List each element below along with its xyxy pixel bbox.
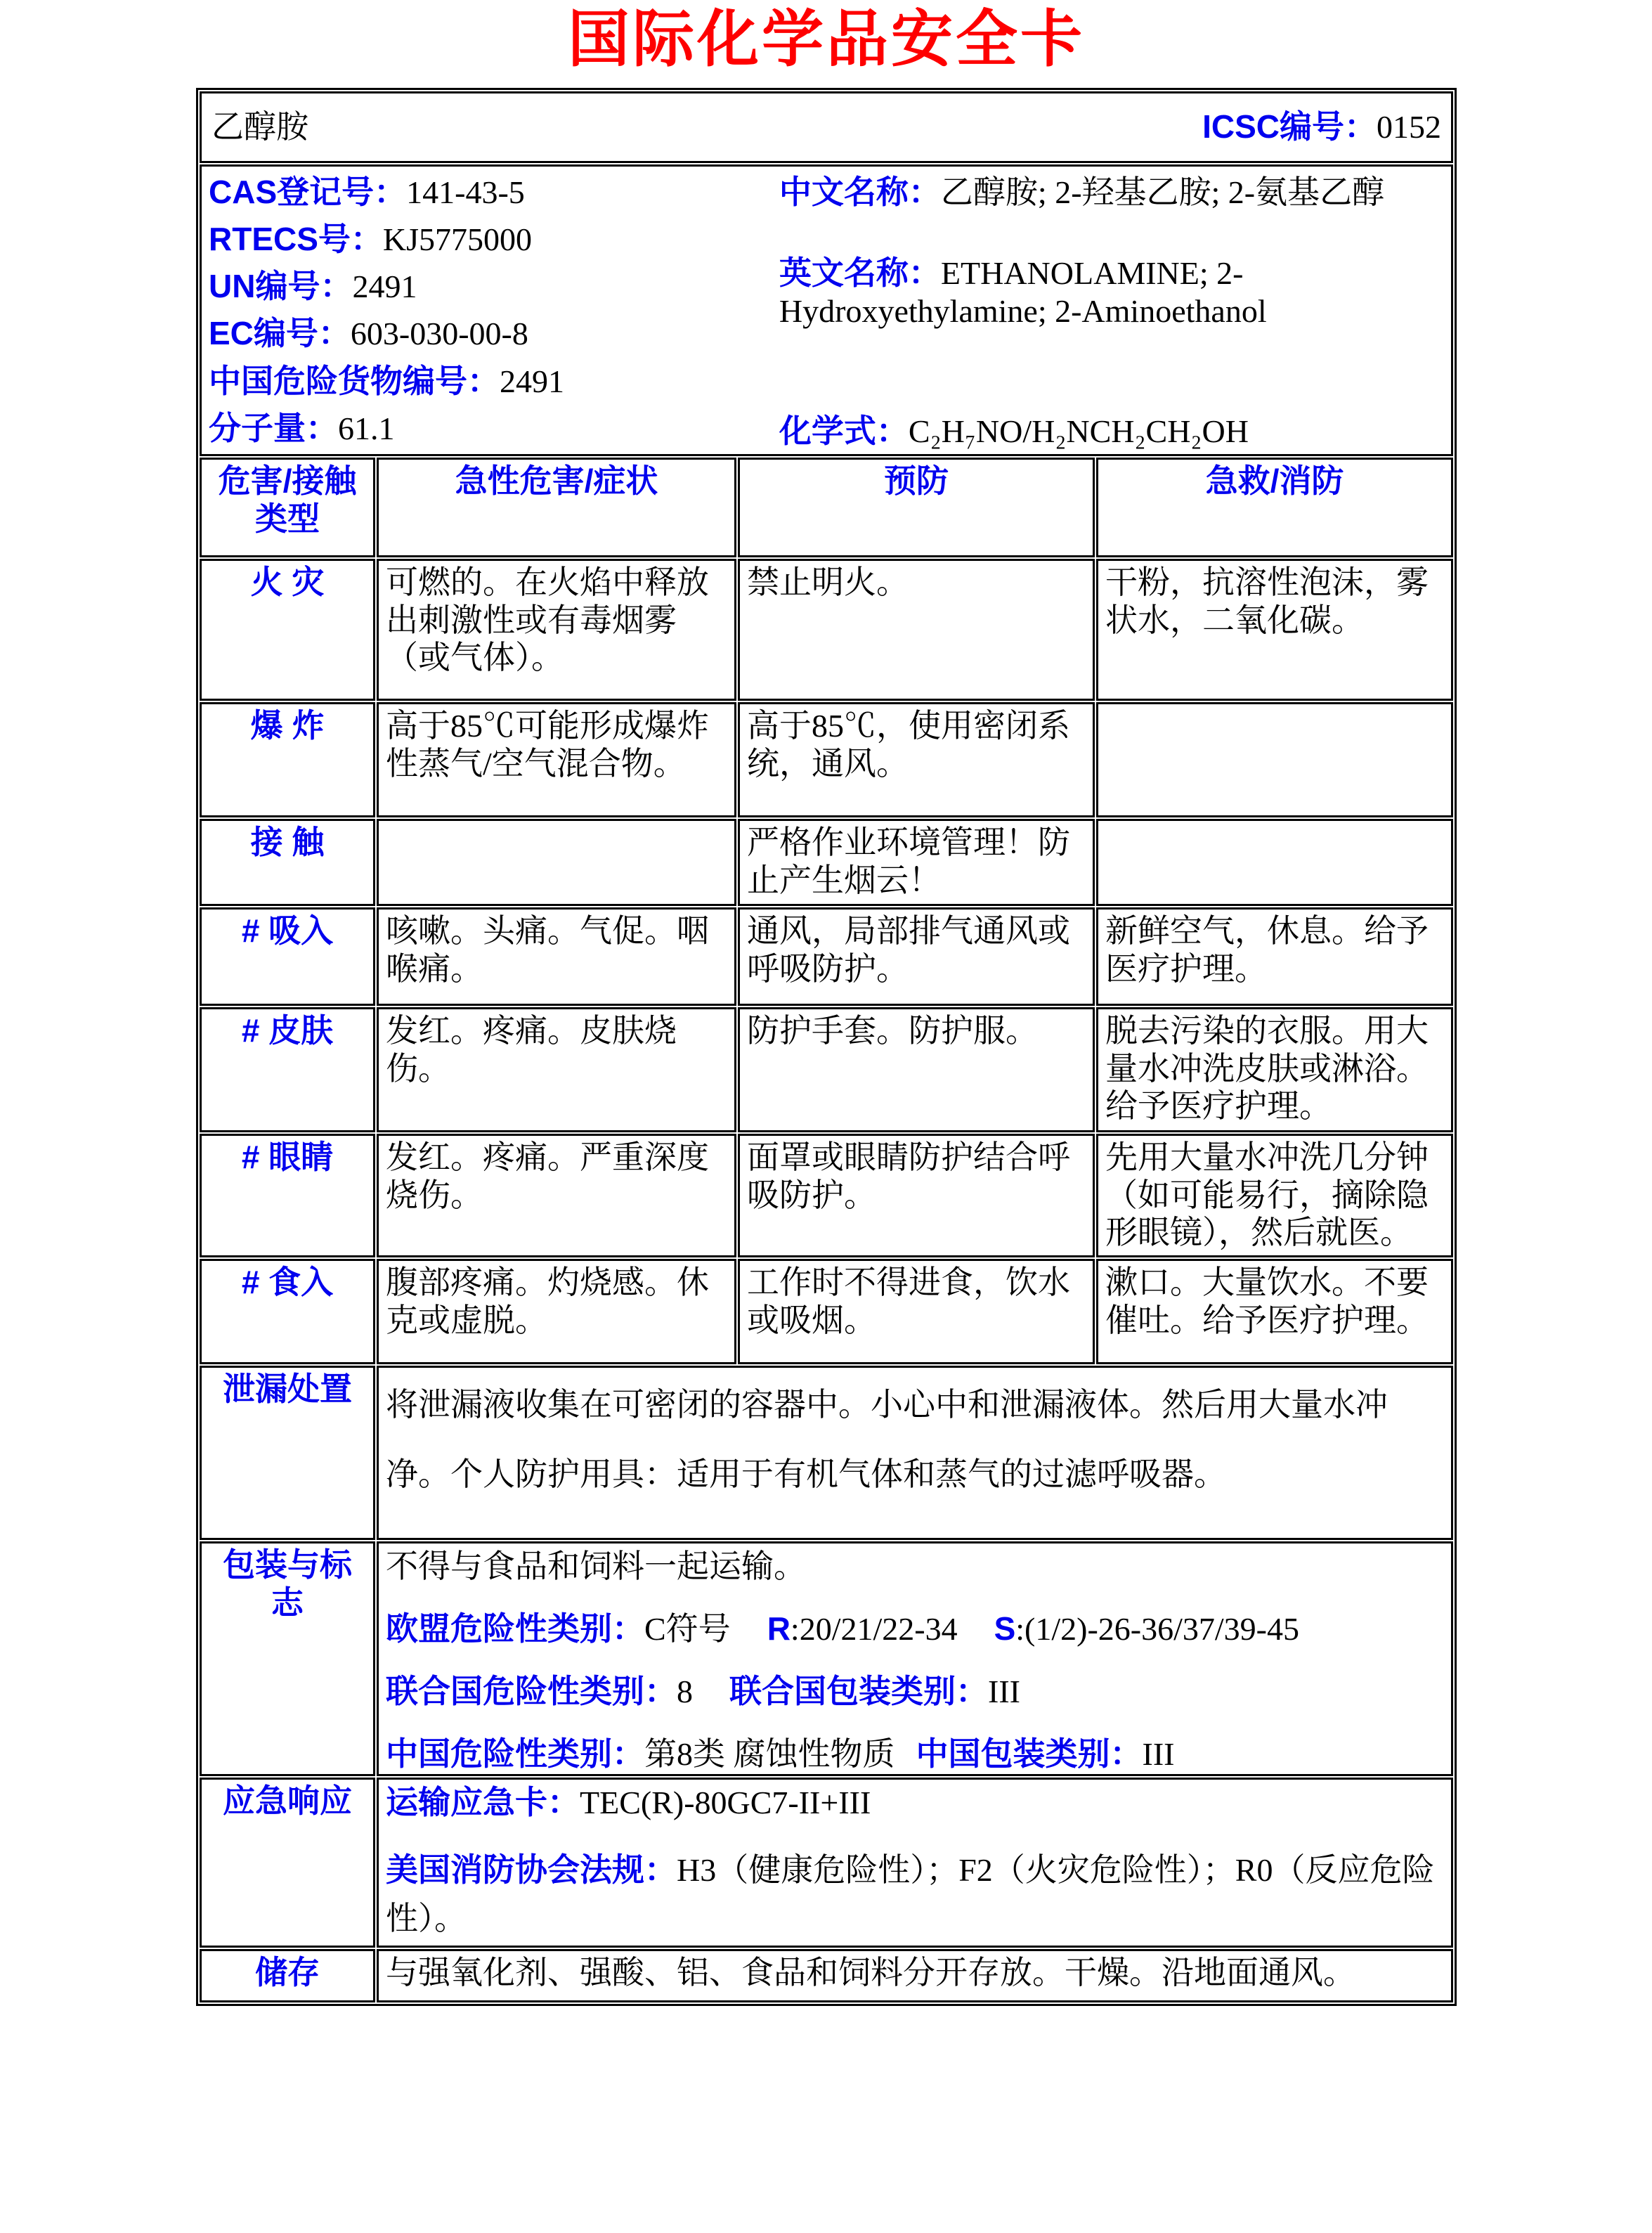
- identifiers-cell: [200, 164, 1453, 456]
- cas-label: CAS登记号：: [209, 173, 407, 210]
- molecular-weight: [209, 410, 775, 447]
- identifiers-grid: [209, 169, 1444, 451]
- un-class-label: 联合国危险性类别：: [386, 1672, 677, 1709]
- header-firefighting: 急救/消防: [1096, 458, 1453, 557]
- skin-prevention: 防护手套。防护服。: [738, 1007, 1095, 1132]
- chinese-names-value: 乙醇胺; 2-羟基乙胺; 2-氨基乙醇: [940, 174, 1385, 210]
- hazard-row-skin: [200, 1007, 1453, 1132]
- tec-card-line: [386, 1784, 1444, 1821]
- nfpa-value: H3（健康危险性）；F2（火灾危险性）；R0（反应危险性）。: [386, 1851, 1435, 1936]
- inhalation-symptoms: 咳嗽。头痛。气促。咽喉痛。: [377, 907, 736, 1006]
- packaging-lines: [386, 1546, 1444, 1776]
- tec-card-label: 运输应急卡：: [386, 1784, 580, 1821]
- explosion-firefighting: [1096, 702, 1453, 817]
- card-header-flex: [209, 96, 1444, 158]
- china-pack-label: 中国包装类别：: [916, 1735, 1143, 1772]
- ingestion-label: # 食入: [200, 1259, 375, 1364]
- header-hazard-type: [200, 458, 375, 557]
- identifiers-left-column: [209, 169, 775, 451]
- emergency-section-row: [200, 1778, 1453, 1947]
- storage-section-row: [200, 1949, 1453, 2002]
- chemical-formula: [779, 413, 1444, 450]
- hazard-row-eyes: [200, 1134, 1453, 1257]
- identifiers-right-column: [775, 169, 1444, 451]
- header-symptoms: 急性危害/症状: [377, 458, 736, 557]
- inhalation-firefighting: 新鲜空气，休息。给予医疗护理。: [1096, 907, 1453, 1006]
- inhalation-prevention: 通风，局部排气通风或呼吸防护。: [738, 907, 1095, 1006]
- china-dg-label: 中国危险货物编号：: [209, 362, 500, 399]
- ec-label: EC编号：: [209, 315, 351, 352]
- un-class-line: [386, 1673, 1444, 1710]
- icsc-label: ICSC编号：: [1202, 108, 1377, 145]
- packaging-section-row: [200, 1541, 1453, 1776]
- tec-card-value: TEC(R)-80GC7-II+III: [580, 1785, 871, 1821]
- eyes-symptoms: 发红。疼痛。严重深度烧伤。: [377, 1134, 736, 1257]
- un-value: 2491: [352, 268, 417, 305]
- english-names-value: ETHANOLAMINE; 2-Hydroxyethylamine; 2-Aminoethanol: [779, 255, 1267, 329]
- eyes-label: # 眼睛: [200, 1134, 375, 1257]
- fire-firefighting: 干粉，抗溶性泡沫，雾状水，二氧化碳。: [1096, 559, 1453, 701]
- cas-value: 141-43-5: [406, 174, 525, 210]
- ec-number: [209, 315, 775, 352]
- spill-label: 泄漏处置: [200, 1366, 375, 1540]
- hazard-row-explosion: [200, 702, 1453, 817]
- mw-label: 分子量：: [209, 409, 338, 446]
- chinese-names-label: 中文名称：: [779, 173, 941, 210]
- hazard-row-inhalation: [200, 907, 1453, 1006]
- un-class-value: 8: [677, 1673, 693, 1709]
- eyes-firefighting: 先用大量水冲洗几分钟（如可能易行，摘除隐形眼镜），然后就医。: [1096, 1134, 1453, 1257]
- hazard-row-contact: [200, 819, 1453, 906]
- ingestion-firefighting: 漱口。大量饮水。不要催吐。给予医疗护理。: [1096, 1259, 1453, 1364]
- header-hazard-type-line2: 类型: [255, 500, 320, 537]
- nfpa-label: 美国消防协会法规：: [386, 1851, 677, 1888]
- explosion-symptoms: 高于85℃可能形成爆炸性蒸气/空气混合物。: [377, 702, 736, 817]
- page-title: 国际化学品安全卡: [567, 4, 1085, 74]
- s-phrases-label: S: [994, 1610, 1016, 1648]
- china-dg-number: [209, 363, 775, 400]
- inhalation-label: # 吸入: [200, 907, 375, 1006]
- contact-prevention: 严格作业环境管理！防止产生烟云！: [738, 819, 1095, 906]
- skin-firefighting: 脱去污染的衣服。用大量水冲洗皮肤或淋浴。给予医疗护理。: [1096, 1007, 1453, 1132]
- rtecs-label: RTECS号：: [209, 221, 383, 257]
- china-class-value: 第8类 腐蚀性物质: [644, 1735, 895, 1772]
- storage-content: 与强氧化剂、强酸、铝、食品和饲料分开存放。干燥。沿地面通风。: [377, 1949, 1453, 2002]
- hazard-row-fire: [200, 559, 1453, 701]
- packaging-label: 包装与标志: [200, 1541, 375, 1776]
- eu-class-label: 欧盟危险性类别：: [386, 1610, 644, 1648]
- storage-label: 储存: [200, 1949, 375, 2002]
- s-phrases-value: :(1/2)-26-36/37/39-45: [1015, 1611, 1299, 1648]
- ingestion-symptoms: 腹部疼痛。灼烧感。休克或虚脱。: [377, 1259, 736, 1364]
- un-pack-value: III: [988, 1673, 1020, 1709]
- cas-number: [209, 174, 775, 211]
- emergency-content: [377, 1778, 1453, 1947]
- fire-label: 火 灾: [200, 559, 375, 701]
- fire-prevention: 禁止明火。: [738, 559, 1095, 701]
- icsc-number-group: [1202, 108, 1441, 145]
- contact-symptoms: [377, 819, 736, 906]
- rtecs-number: [209, 221, 775, 258]
- skin-label: # 皮肤: [200, 1007, 375, 1132]
- hazard-row-ingestion: [200, 1259, 1453, 1364]
- spill-text: 将泄漏液收集在可密闭的容器中。小心中和泄漏液体。然后用大量水冲净。个人防护用具：适用于有机气体和蒸气的过滤呼吸器。: [386, 1387, 1388, 1493]
- explosion-label: 爆 炸: [200, 702, 375, 817]
- english-names-label: 英文名称：: [779, 254, 941, 292]
- mw-value: 61.1: [338, 410, 395, 446]
- header-prevention: 预防: [738, 458, 1095, 557]
- identifiers-row: [200, 164, 1453, 456]
- contact-firefighting: [1096, 819, 1453, 906]
- chinese-names: [779, 174, 1444, 211]
- un-pack-label: 联合国包装类别：: [729, 1672, 988, 1709]
- un-label: UN编号：: [209, 268, 353, 305]
- china-pack-value: III: [1142, 1735, 1175, 1772]
- chemical-name: 乙醇胺: [212, 109, 308, 145]
- r-phrases-value: :20/21/22-34: [790, 1611, 958, 1648]
- contact-label: 接 触: [200, 819, 375, 906]
- china-dg-value: 2491: [500, 363, 564, 399]
- eu-hazard-class-line: [386, 1610, 1444, 1648]
- fire-symptoms: 可燃的。在火焰中释放出刺激性或有毒烟雾（或气体）。: [377, 559, 736, 701]
- safety-card: [196, 88, 1457, 2006]
- r-phrases-label: R: [767, 1610, 791, 1648]
- eyes-prevention: 面罩或眼睛防护结合呼吸防护。: [738, 1134, 1095, 1257]
- formula-value: C₂H₇NO/H₂NCH₂CH₂OH: [908, 413, 1249, 449]
- emergency-label: 应急响应: [200, 1778, 375, 1947]
- explosion-prevention: 高于85℃，使用密闭系统，通风。: [738, 702, 1095, 817]
- un-number: [209, 268, 775, 305]
- packaging-transport-note: 不得与食品和饲料一起运输。: [386, 1548, 806, 1585]
- rtecs-value: KJ5775000: [382, 221, 533, 257]
- formula-label: 化学式：: [779, 412, 909, 449]
- english-names: [779, 254, 1444, 330]
- spill-content: [377, 1366, 1453, 1540]
- spill-section-row: [200, 1366, 1453, 1540]
- card-header-row: [200, 91, 1453, 163]
- china-class-line: [386, 1735, 1444, 1773]
- eu-class-value: C符号: [644, 1611, 731, 1648]
- nfpa-line: [386, 1846, 1444, 1943]
- china-class-label: 中国危险性类别：: [386, 1735, 644, 1772]
- ec-value: 603-030-00-8: [350, 316, 528, 352]
- hazard-header-row: [200, 458, 1453, 557]
- ingestion-prevention: 工作时不得进食，饮水或吸烟。: [738, 1259, 1095, 1364]
- skin-symptoms: 发红。疼痛。皮肤烧伤。: [377, 1007, 736, 1132]
- packaging-content: [377, 1541, 1453, 1776]
- icsc-value: 0152: [1377, 109, 1441, 145]
- card-header-cell: [200, 91, 1453, 163]
- header-hazard-type-line1: 危害/接触: [218, 462, 357, 500]
